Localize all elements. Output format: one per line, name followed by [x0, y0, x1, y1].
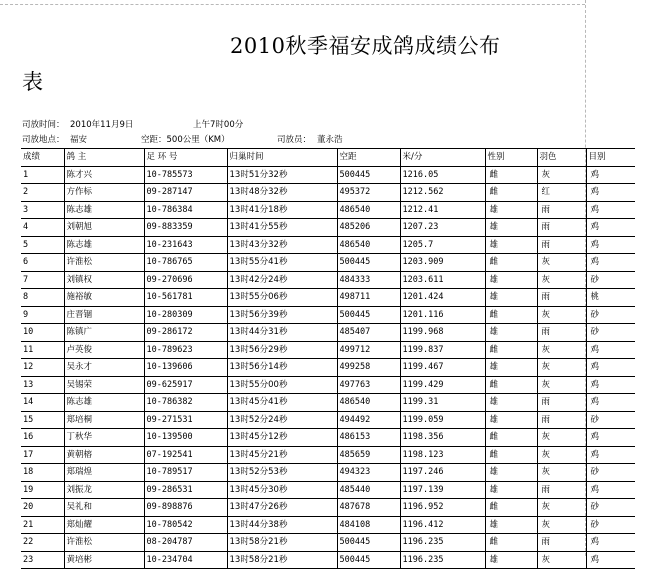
cell-sex: 雌: [485, 429, 537, 447]
cell-speed: 1196.412: [400, 516, 485, 534]
cell-feather-color: 雨: [537, 219, 586, 237]
cell-distance: 500445: [337, 166, 400, 184]
cell-rank: 20: [21, 499, 64, 517]
cell-eye-type: 鸡: [586, 534, 635, 552]
cell-ring-number: 10-786765: [144, 254, 227, 272]
cell-rank: 11: [21, 341, 64, 359]
cell-distance: 499258: [337, 359, 400, 377]
table-row: [21, 429, 635, 447]
cell-sex: 雄: [485, 481, 537, 499]
cell-owner: 吴永才: [64, 359, 144, 377]
table-row: [21, 499, 635, 517]
cell-sex: 雄: [485, 219, 537, 237]
cell-feather-color: 灰: [537, 306, 586, 324]
cell-sex: 雄: [485, 464, 537, 482]
cell-distance: 495372: [337, 184, 400, 202]
table-row: [21, 306, 635, 324]
cell-distance: 497763: [337, 376, 400, 394]
cell-speed: 1198.123: [400, 446, 485, 464]
cell-ring-number: 10-789623: [144, 341, 227, 359]
cell-rank: 14: [21, 394, 64, 412]
cell-feather-color: 灰: [537, 464, 586, 482]
cell-feather-color: 雨: [537, 236, 586, 254]
cell-feather-color: 灰: [537, 446, 586, 464]
cell-eye-type: 鸡: [586, 341, 635, 359]
cell-sex: 雌: [485, 254, 537, 272]
header-eye-type: 目别: [586, 149, 635, 167]
cell-distance: 499712: [337, 341, 400, 359]
table-row: [21, 481, 635, 499]
cell-speed: 1197.246: [400, 464, 485, 482]
header-return-time: 归巢时间: [227, 149, 337, 167]
table-row: [21, 359, 635, 377]
cell-ring-number: 10-789517: [144, 464, 227, 482]
cell-owner: 吴礼和: [64, 499, 144, 517]
cell-return-time: 13时45分12秒: [227, 429, 337, 447]
cell-return-time: 13时55分00秒: [227, 376, 337, 394]
cell-rank: 13: [21, 376, 64, 394]
cell-distance: 485206: [337, 219, 400, 237]
cell-ring-number: 10-786382: [144, 394, 227, 412]
cell-eye-type: 桃: [586, 289, 635, 307]
cell-rank: 21: [21, 516, 64, 534]
cell-return-time: 13时58分21秒: [227, 534, 337, 552]
cell-ring-number: 10-786384: [144, 201, 227, 219]
table-row: [21, 254, 635, 272]
document-title: 2010秋季福安成鸽成绩公布: [230, 34, 501, 58]
cell-sex: 雌: [485, 184, 537, 202]
cell-distance: 486153: [337, 429, 400, 447]
table-row: [21, 289, 635, 307]
cell-ring-number: 09-270696: [144, 271, 227, 289]
cell-return-time: 13时43分32秒: [227, 236, 337, 254]
cell-speed: 1196.235: [400, 551, 485, 569]
cell-feather-color: 灰: [537, 341, 586, 359]
table-row: [21, 184, 635, 202]
cell-sex: 雄: [485, 289, 537, 307]
cell-sex: 雌: [485, 166, 537, 184]
cell-sex: 雄: [485, 324, 537, 342]
cell-distance: 485440: [337, 481, 400, 499]
release-place: 福安: [70, 135, 88, 145]
header-owner: 鸽 主: [64, 149, 144, 167]
cell-speed: 1201.116: [400, 306, 485, 324]
cell-owner: 陈志雄: [64, 201, 144, 219]
table-row: [21, 464, 635, 482]
header-sex: 性别: [485, 149, 537, 167]
cell-ring-number: 10-280309: [144, 306, 227, 324]
table-row: [21, 534, 635, 552]
release-time-label: 司放时间：: [22, 120, 65, 130]
results-table: [21, 148, 635, 569]
cell-rank: 8: [21, 289, 64, 307]
cell-speed: 1199.968: [400, 324, 485, 342]
cell-feather-color: 雨: [537, 481, 586, 499]
cell-return-time: 13时52分24秒: [227, 411, 337, 429]
cell-sex: 雄: [485, 551, 537, 569]
cell-distance: 498711: [337, 289, 400, 307]
cell-return-time: 13时56分39秒: [227, 306, 337, 324]
cell-rank: 10: [21, 324, 64, 342]
cell-rank: 16: [21, 429, 64, 447]
cell-ring-number: 10-780542: [144, 516, 227, 534]
cell-eye-type: 鸡: [586, 166, 635, 184]
cell-eye-type: 砂: [586, 464, 635, 482]
cell-return-time: 13时56分29秒: [227, 341, 337, 359]
cell-eye-type: 砂: [586, 499, 635, 517]
cell-distance: 494492: [337, 411, 400, 429]
cell-return-time: 13时58分21秒: [227, 551, 337, 569]
releaser-name: 董永浩: [317, 135, 343, 145]
cell-ring-number: 10-785573: [144, 166, 227, 184]
cell-return-time: 13时44分31秒: [227, 324, 337, 342]
cell-feather-color: 红: [537, 184, 586, 202]
cell-distance: 500445: [337, 306, 400, 324]
cell-speed: 1199.31: [400, 394, 485, 412]
cell-ring-number: 08-204787: [144, 534, 227, 552]
cell-distance: 485659: [337, 446, 400, 464]
cell-owner: 郑培桐: [64, 411, 144, 429]
cell-eye-type: 鸡: [586, 376, 635, 394]
cell-rank: 2: [21, 184, 64, 202]
cell-ring-number: 09-883359: [144, 219, 227, 237]
table-row: [21, 551, 635, 569]
header-rank: 成绩: [21, 149, 64, 167]
cell-owner: 刘镇权: [64, 271, 144, 289]
cell-distance: 484333: [337, 271, 400, 289]
cell-feather-color: 灰: [537, 376, 586, 394]
cell-speed: 1199.467: [400, 359, 485, 377]
cell-rank: 12: [21, 359, 64, 377]
cell-return-time: 13时47分26秒: [227, 499, 337, 517]
cell-sex: 雄: [485, 201, 537, 219]
cell-return-time: 13时45分21秒: [227, 446, 337, 464]
cell-speed: 1196.235: [400, 534, 485, 552]
cell-distance: 500445: [337, 254, 400, 272]
cell-owner: 郑灿耀: [64, 516, 144, 534]
cell-owner: 许淮松: [64, 254, 144, 272]
cell-ring-number: 10-561781: [144, 289, 227, 307]
release-place-label: 司放地点：: [22, 135, 65, 145]
cell-rank: 1: [21, 166, 64, 184]
cell-eye-type: 砂: [586, 324, 635, 342]
cell-speed: 1203.611: [400, 271, 485, 289]
cell-speed: 1201.424: [400, 289, 485, 307]
cell-ring-number: 10-139500: [144, 429, 227, 447]
cell-speed: 1203.909: [400, 254, 485, 272]
cell-eye-type: 鸡: [586, 429, 635, 447]
cell-feather-color: 灰: [537, 551, 586, 569]
release-clock: 上午7时00分: [193, 120, 244, 130]
cell-speed: 1196.952: [400, 499, 485, 517]
cell-sex: 雄: [485, 271, 537, 289]
cell-speed: 1216.05: [400, 166, 485, 184]
cell-ring-number: 10-234704: [144, 551, 227, 569]
table-row: [21, 394, 635, 412]
cell-owner: 陈才兴: [64, 166, 144, 184]
cell-ring-number: 10-231643: [144, 236, 227, 254]
cell-feather-color: 雨: [537, 394, 586, 412]
cell-owner: 施裕敏: [64, 289, 144, 307]
cell-owner: 刘振龙: [64, 481, 144, 499]
cell-owner: 吴锡荣: [64, 376, 144, 394]
table-row: [21, 411, 635, 429]
cell-eye-type: 鸡: [586, 254, 635, 272]
cell-rank: 18: [21, 464, 64, 482]
cell-owner: 陈镇广: [64, 324, 144, 342]
header-distance: 空距: [337, 149, 400, 167]
cell-eye-type: 鸡: [586, 359, 635, 377]
cell-owner: 方作标: [64, 184, 144, 202]
cell-feather-color: 灰: [537, 271, 586, 289]
cell-speed: 1197.139: [400, 481, 485, 499]
release-date: 2010年11月9日: [70, 120, 134, 130]
cell-owner: 陈志雄: [64, 394, 144, 412]
cell-eye-type: 鸡: [586, 201, 635, 219]
table-row: [21, 324, 635, 342]
cell-return-time: 13时42分24秒: [227, 271, 337, 289]
cell-sex: 雌: [485, 306, 537, 324]
cell-ring-number: 10-139606: [144, 359, 227, 377]
cell-return-time: 13时51分32秒: [227, 166, 337, 184]
cell-feather-color: 灰: [537, 516, 586, 534]
cell-return-time: 13时55分41秒: [227, 254, 337, 272]
cell-sex: 雄: [485, 236, 537, 254]
cell-sex: 雄: [485, 359, 537, 377]
cell-speed: 1199.429: [400, 376, 485, 394]
table-row: [21, 516, 635, 534]
cell-owner: 丁秋华: [64, 429, 144, 447]
cell-owner: 黄朝榕: [64, 446, 144, 464]
cell-rank: 3: [21, 201, 64, 219]
table-row: [21, 446, 635, 464]
cell-eye-type: 砂: [586, 516, 635, 534]
cell-eye-type: 砂: [586, 271, 635, 289]
cell-feather-color: 灰: [537, 429, 586, 447]
cell-owner: 黄培彬: [64, 551, 144, 569]
cell-ring-number: 09-625917: [144, 376, 227, 394]
cell-distance: 487678: [337, 499, 400, 517]
cell-eye-type: 鸡: [586, 219, 635, 237]
cell-rank: 5: [21, 236, 64, 254]
cell-return-time: 13时48分32秒: [227, 184, 337, 202]
cell-ring-number: 09-286531: [144, 481, 227, 499]
cell-eye-type: 鸡: [586, 184, 635, 202]
cell-owner: 陈志雄: [64, 236, 144, 254]
cell-speed: 1205.7: [400, 236, 485, 254]
cell-owner: 卢英俊: [64, 341, 144, 359]
cell-speed: 1207.23: [400, 219, 485, 237]
cell-ring-number: 09-898876: [144, 499, 227, 517]
cell-feather-color: 雨: [537, 411, 586, 429]
document-title-continued: 表: [22, 70, 43, 94]
cell-eye-type: 鸡: [586, 551, 635, 569]
cell-feather-color: 雨: [537, 289, 586, 307]
cell-eye-type: 砂: [586, 411, 635, 429]
cell-eye-type: 鸡: [586, 446, 635, 464]
cell-feather-color: 灰: [537, 254, 586, 272]
cell-feather-color: 灰: [537, 499, 586, 517]
cell-distance: 485407: [337, 324, 400, 342]
table-row: [21, 236, 635, 254]
releaser-label: 司放员：: [277, 135, 312, 145]
cell-return-time: 13时56分14秒: [227, 359, 337, 377]
cell-speed: 1199.059: [400, 411, 485, 429]
cell-speed: 1212.41: [400, 201, 485, 219]
cell-distance: 494323: [337, 464, 400, 482]
table-row: [21, 376, 635, 394]
cell-ring-number: 07-192541: [144, 446, 227, 464]
table-row: [21, 219, 635, 237]
table-row: [21, 271, 635, 289]
cell-owner: 庄晋锢: [64, 306, 144, 324]
cell-return-time: 13时45分41秒: [227, 394, 337, 412]
cell-distance: 484108: [337, 516, 400, 534]
cell-sex: 雄: [485, 394, 537, 412]
cell-eye-type: 砂: [586, 306, 635, 324]
cell-ring-number: 09-286172: [144, 324, 227, 342]
cell-distance: 486540: [337, 201, 400, 219]
cell-return-time: 13时55分06秒: [227, 289, 337, 307]
cell-eye-type: 鸡: [586, 481, 635, 499]
header-feather-color: 羽色: [537, 149, 586, 167]
cell-sex: 雄: [485, 411, 537, 429]
distance-label: 空距：500公里（KM）: [141, 135, 230, 145]
cell-feather-color: 灰: [537, 359, 586, 377]
cell-eye-type: 鸡: [586, 236, 635, 254]
cell-rank: 19: [21, 481, 64, 499]
cell-return-time: 13时52分53秒: [227, 464, 337, 482]
cell-rank: 9: [21, 306, 64, 324]
cell-rank: 4: [21, 219, 64, 237]
page-top-border: [0, 4, 585, 5]
table-header-row: [21, 149, 635, 167]
cell-sex: 雌: [485, 446, 537, 464]
table-row: [21, 201, 635, 219]
cell-owner: 刘朝旭: [64, 219, 144, 237]
header-ring-number: 足 环 号: [144, 149, 227, 167]
cell-eye-type: 鸡: [586, 394, 635, 412]
cell-sex: 雌: [485, 499, 537, 517]
cell-feather-color: 灰: [537, 166, 586, 184]
cell-rank: 15: [21, 411, 64, 429]
table-row: [21, 341, 635, 359]
cell-speed: 1212.562: [400, 184, 485, 202]
header-speed: 米/分: [400, 149, 485, 167]
cell-sex: 雌: [485, 341, 537, 359]
cell-feather-color: 雨: [537, 201, 586, 219]
cell-owner: 许淮松: [64, 534, 144, 552]
cell-distance: 486540: [337, 236, 400, 254]
cell-speed: 1199.837: [400, 341, 485, 359]
cell-sex: 雌: [485, 534, 537, 552]
cell-rank: 7: [21, 271, 64, 289]
cell-return-time: 13时41分18秒: [227, 201, 337, 219]
cell-ring-number: 09-271531: [144, 411, 227, 429]
cell-distance: 500445: [337, 534, 400, 552]
cell-distance: 500445: [337, 551, 400, 569]
cell-ring-number: 09-287147: [144, 184, 227, 202]
cell-distance: 486540: [337, 394, 400, 412]
cell-sex: 雌: [485, 376, 537, 394]
cell-rank: 6: [21, 254, 64, 272]
cell-sex: 雄: [485, 516, 537, 534]
cell-return-time: 13时44分38秒: [227, 516, 337, 534]
cell-return-time: 13时45分30秒: [227, 481, 337, 499]
cell-rank: 17: [21, 446, 64, 464]
cell-feather-color: 雨: [537, 324, 586, 342]
cell-feather-color: 雨: [537, 534, 586, 552]
cell-owner: 郑瑞煌: [64, 464, 144, 482]
cell-rank: 22: [21, 534, 64, 552]
cell-return-time: 13时41分55秒: [227, 219, 337, 237]
table-row: [21, 166, 635, 184]
cell-speed: 1198.356: [400, 429, 485, 447]
cell-rank: 23: [21, 551, 64, 569]
